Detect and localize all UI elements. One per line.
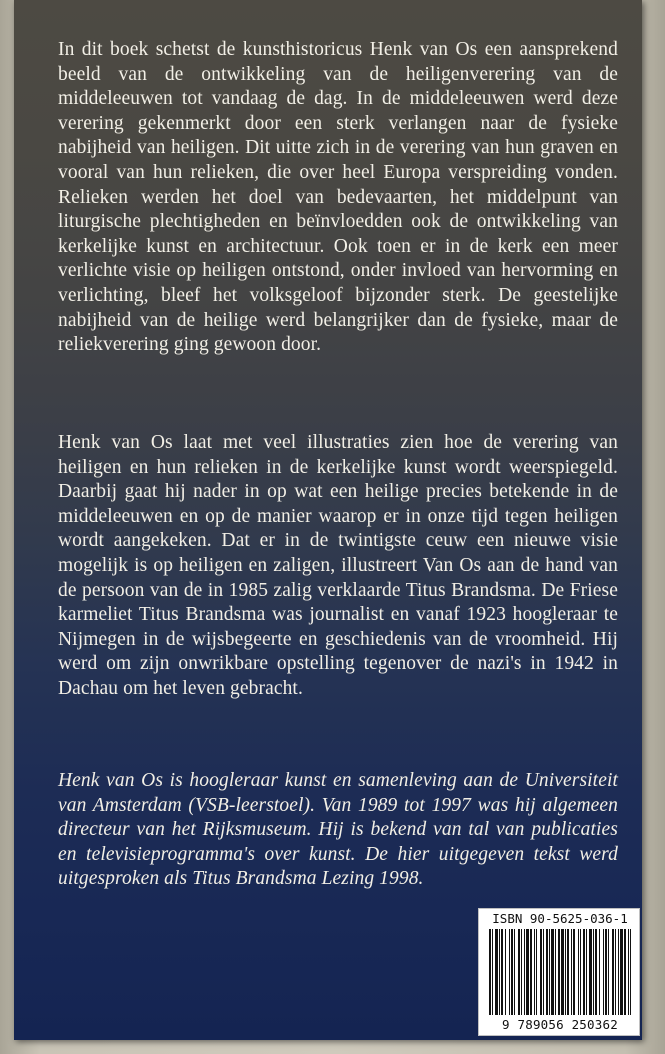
isbn-barcode-panel [478, 908, 640, 1036]
blurb-paragraph-2 [58, 431, 618, 702]
blurb-paragraph-2-text: Henk van Os laat met veel illustraties zien hoe de verering van heiligen en hun relieken in de kerkelijke kunst wordt weerspiegeld. Daarbij gaat hij nader in op wat een heilige precies betekende in de middeleeuwen en op de manier waarop er in onze tijd tegen heiligen wordt aangekeken. Dat er in de twintigste ceuw een nieuwe visie mogelijk is op heiligen en zaligen, illustreert Van Os aan de hand van de persoon van de in 1985 zalig verklaarde Titus Brandsma. De Friese karmeliet Titus Brandsma was journalist en vanaf 1923 hoogleraar te Nijmegen in de wijsbegeerte en geschiedenis van de vroomheid. Hij werd om zijn onwrikbare opstelling tegenover de nazi's in 1942 in Dachau om het leven gebracht. [58, 432, 618, 699]
author-bio-paragraph [58, 769, 618, 892]
barcode-icon [489, 929, 631, 1015]
author-bio-text: Henk van Os is hoogleraar kunst en samenleving aan de Universiteit van Amsterdam (VSB-leerstoel). Van 1989 tot 1997 was hij algemeen directeur van het Rijksmuseum. Hij is bekend van tal van publicaties en televisieprogramma's over kunst. De hier uitgegeven tekst werd uitgesproken als Titus Brandsma Lezing 1998. [58, 770, 618, 890]
blurb-paragraph-1 [58, 38, 618, 358]
blurb-paragraph-1-text: In dit boek schetst de kunsthistoricus Henk van Os een aansprekend beeld van de ontwikkeling van de heiligenverering van de middeleeuwen tot vandaag de dag. In de middeleeuwen werd deze verering gekenmerkt door een sterk verlangen naar de fysieke nabijheid van heiligen. Dit uitte zich in de verering van hun graven en vooral van hun relieken, die over heel Europa verspreiding vonden. Relieken werden het doel van bedevaarten, het middelpunt van liturgische plechtigheden en beïnvloedden ook de ontwikkeling van kerkelijke kunst en architectuur. Ook toen er in de kerk een meer verlichte visie op heiligen ontstond, onder invloed van hervorming en verlichting, bleef het volksgeloof bijzonder sterk. De geestelijke nabijheid van de heilige werd belangrijker dan de fysieke, maar de reliekverering ging gewoon door. [58, 39, 618, 356]
ean-digits: 9 789056 250362 [502, 1017, 618, 1032]
isbn-label: ISBN 90-5625-036-1 [492, 911, 628, 926]
